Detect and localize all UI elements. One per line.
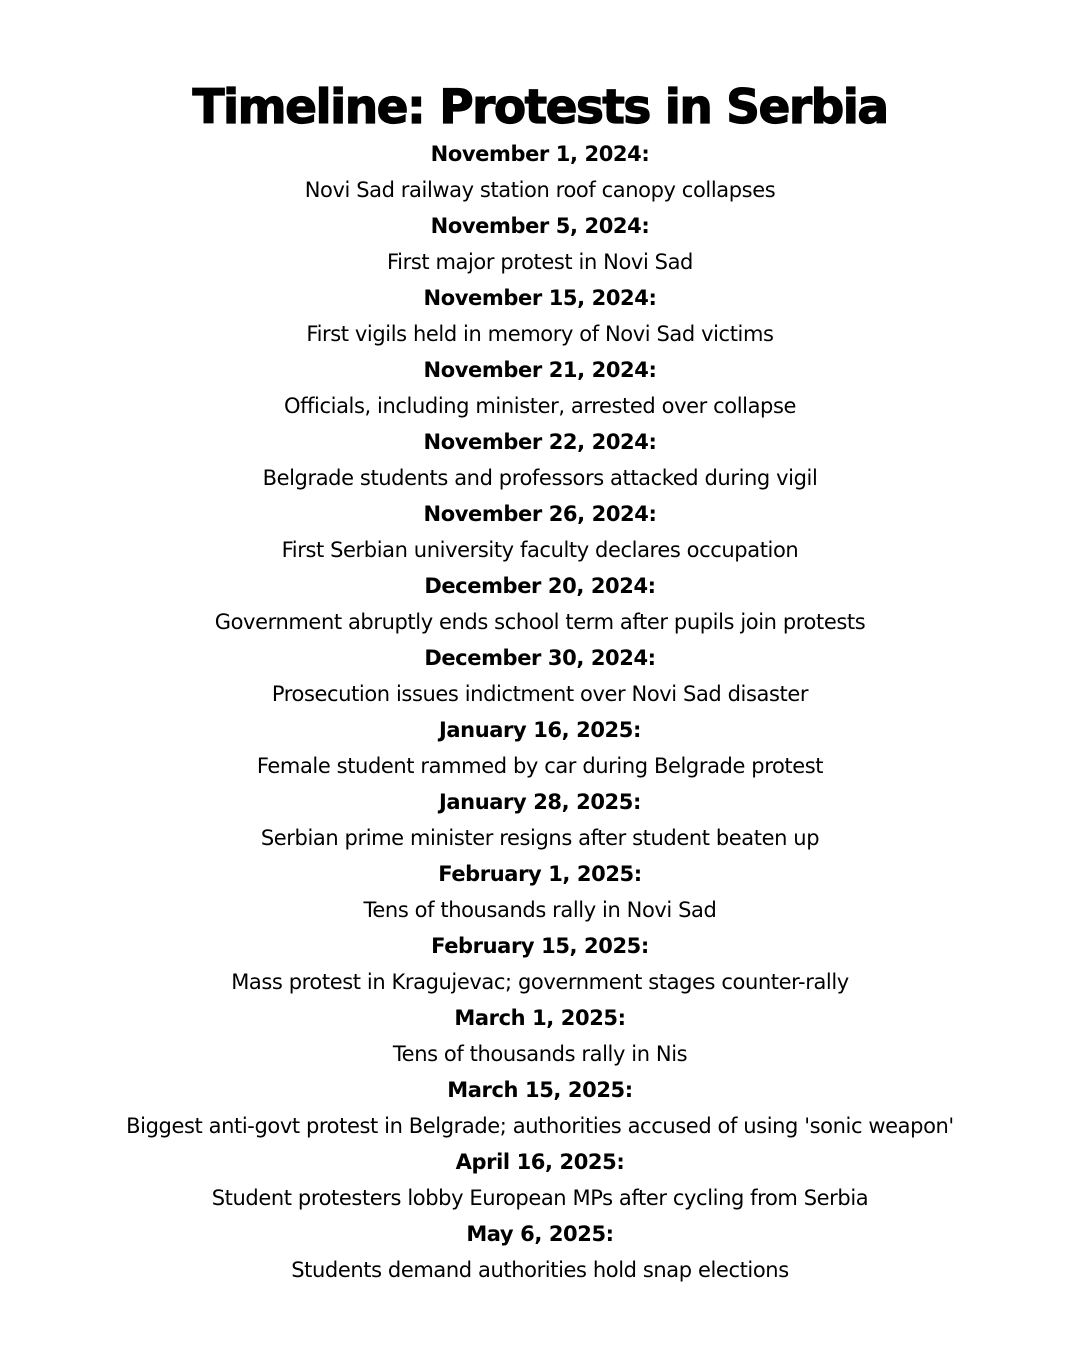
timeline-entry — [0, 1072, 1080, 1144]
entry-description: First vigils held in memory of Novi Sad victims — [306, 322, 774, 346]
timeline-entry — [0, 640, 1080, 712]
entry-date: January 28, 2025: — [439, 790, 641, 814]
entry-description: Tens of thousands rally in Nis — [392, 1042, 688, 1066]
entry-description: Novi Sad railway station roof canopy collapses — [304, 178, 776, 202]
entry-description: Students demand authorities hold snap elections — [291, 1258, 789, 1282]
timeline-entry — [0, 424, 1080, 496]
entry-date: February 15, 2025: — [431, 934, 649, 958]
entry-description: Belgrade students and professors attacked during vigil — [262, 466, 818, 490]
entry-date: May 6, 2025: — [466, 1222, 614, 1246]
entry-date: November 26, 2024: — [423, 502, 657, 526]
entry-description: First Serbian university faculty declares occupation — [281, 538, 799, 562]
entry-description: Biggest anti-govt protest in Belgrade; authorities accused of using 'sonic weapon' — [126, 1114, 954, 1138]
entry-description: Government abruptly ends school term after pupils join protests — [214, 610, 866, 634]
entry-description: First major protest in Novi Sad — [387, 250, 693, 274]
entry-date: December 20, 2024: — [424, 574, 656, 598]
timeline-entry — [0, 1000, 1080, 1072]
entry-date: November 21, 2024: — [423, 358, 657, 382]
entry-description: Female student rammed by car during Belgrade protest — [256, 754, 824, 778]
entry-date: November 1, 2024: — [430, 142, 650, 166]
timeline-entry — [0, 208, 1080, 280]
timeline-entry — [0, 1144, 1080, 1216]
timeline-entry — [0, 784, 1080, 856]
entry-date: March 1, 2025: — [454, 1006, 626, 1030]
entry-date: March 15, 2025: — [447, 1078, 633, 1102]
entry-date: January 16, 2025: — [439, 718, 641, 742]
timeline-entry — [0, 856, 1080, 928]
entry-date: November 15, 2024: — [423, 286, 657, 310]
entry-description: Prosecution issues indictment over Novi Sad disaster — [271, 682, 809, 706]
timeline-list — [0, 136, 1080, 1288]
entry-date: November 22, 2024: — [423, 430, 657, 454]
timeline-entry — [0, 136, 1080, 208]
timeline-entry — [0, 496, 1080, 568]
timeline-entry — [0, 928, 1080, 1000]
timeline-entry — [0, 1216, 1080, 1288]
entry-date: November 5, 2024: — [430, 214, 650, 238]
entry-date: December 30, 2024: — [424, 646, 656, 670]
entry-description: Officials, including minister, arrested over collapse — [283, 394, 797, 418]
entry-date: April 16, 2025: — [455, 1150, 625, 1174]
entry-description: Student protesters lobby European MPs after cycling from Serbia — [211, 1186, 869, 1210]
entry-description: Tens of thousands rally in Novi Sad — [363, 898, 717, 922]
entry-date: February 1, 2025: — [438, 862, 642, 886]
entry-description: Mass protest in Kragujevac; government stages counter-rally — [231, 970, 849, 994]
entry-description: Serbian prime minister resigns after student beaten up — [260, 826, 820, 850]
timeline-entry — [0, 280, 1080, 352]
timeline-entry — [0, 712, 1080, 784]
timeline-entry — [0, 568, 1080, 640]
timeline-entry — [0, 352, 1080, 424]
page-title: Timeline: Protests in Serbia — [192, 80, 888, 135]
